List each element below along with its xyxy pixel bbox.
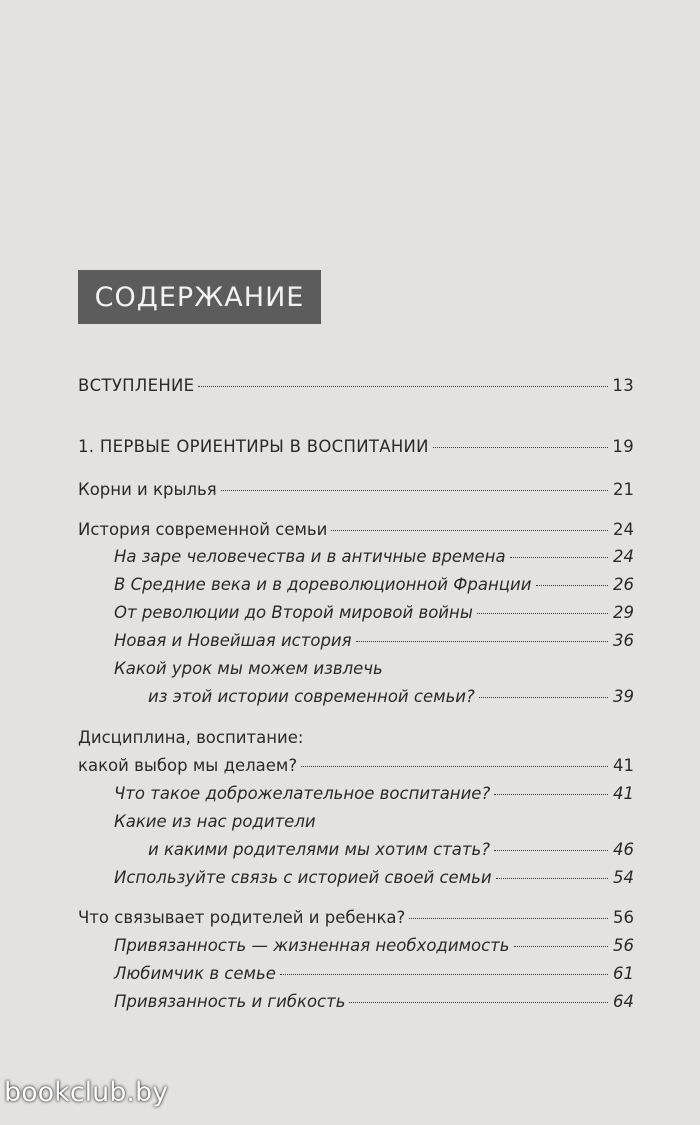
contents-heading: СОДЕРЖАНИЕ: [94, 281, 305, 313]
dot-leader: [536, 585, 609, 586]
dot-leader: [433, 447, 608, 448]
toc-subentry-parents-line-1: Какие из нас родители: [114, 812, 316, 831]
page-number: 19: [612, 437, 634, 456]
toc-subentry-attachment-flexibility: Привязанность и гибкость 64: [114, 992, 634, 1011]
page-number: 56: [613, 936, 634, 955]
watermark-text: bookclub.by: [4, 1077, 169, 1108]
dot-leader: [494, 850, 608, 851]
page-number: 41: [613, 756, 634, 775]
page-number: 61: [613, 964, 634, 983]
toc-subentry-attachment-necessity: Привязанность — жизненная необходимость 56: [114, 936, 634, 955]
toc-entry-roots-and-wings: Корни и крылья 21: [78, 480, 634, 499]
toc-entry-introduction: ВСТУПЛЕНИЕ 13: [78, 376, 634, 395]
dot-leader: [331, 530, 608, 531]
toc-entry-parent-child-bond: Что связывает родителей и ребенка? 56: [78, 908, 634, 927]
toc-subentry-modern-history: Новая и Новейшая история 36: [114, 631, 634, 650]
toc-entry-discipline-line-1: Дисциплина, воспитание:: [78, 728, 304, 747]
page-number: 41: [613, 784, 634, 803]
page-number: 21: [613, 480, 634, 499]
page-number: 24: [613, 547, 634, 566]
page-number: 56: [613, 908, 634, 927]
toc-subentry-parents: и какими родителями мы хотим стать? 46: [148, 840, 634, 859]
dot-leader: [514, 946, 608, 947]
dot-leader: [479, 697, 608, 698]
page-number: 13: [612, 376, 634, 395]
dot-leader: [496, 878, 608, 879]
dot-leader: [477, 613, 608, 614]
toc-entry-chapter-1: 1. ПЕРВЫЕ ОРИЕНТИРЫ В ВОСПИТАНИИ 19: [78, 437, 634, 456]
toc-subentry-middle-ages: В Средние века и в дореволюционной Франции 26: [114, 575, 634, 594]
page-number: 54: [613, 868, 634, 887]
dot-leader: [356, 641, 608, 642]
dot-leader: [280, 974, 608, 975]
toc-subentry-family-history-link: Используйте связь с историей своей семьи 54: [114, 868, 634, 887]
page-number: 64: [613, 992, 634, 1011]
dot-leader: [301, 766, 608, 767]
dot-leader: [494, 794, 608, 795]
toc-subentry-lesson: из этой истории современной семьи? 39: [148, 687, 634, 706]
page-number: 26: [613, 575, 634, 594]
page-number: 36: [613, 631, 634, 650]
toc-entry-family-history: История современной семьи 24: [78, 520, 634, 539]
toc-subentry-benevolent-upbringing: Что такое доброжелательное воспитание? 41: [114, 784, 634, 803]
dot-leader: [221, 490, 608, 491]
toc-subentry-favorite-child: Любимчик в семье 61: [114, 964, 634, 983]
toc-entry-discipline: какой выбор мы делаем? 41: [78, 756, 634, 775]
dot-leader: [510, 557, 608, 558]
toc-subentry-revolution: От революции до Второй мировой войны 29: [114, 603, 634, 622]
page-number: 46: [613, 840, 634, 859]
page-number: 24: [613, 520, 634, 539]
dot-leader: [198, 386, 608, 387]
dot-leader: [409, 918, 608, 919]
page-number: 29: [613, 603, 634, 622]
toc-subentry-antiquity: На заре человечества и в античные времена 24: [114, 547, 634, 566]
toc-subentry-lesson-line-1: Какой урок мы можем извлечь: [114, 659, 383, 678]
dot-leader: [349, 1002, 608, 1003]
page-number: 39: [613, 687, 634, 706]
contents-heading-box: [78, 270, 321, 324]
